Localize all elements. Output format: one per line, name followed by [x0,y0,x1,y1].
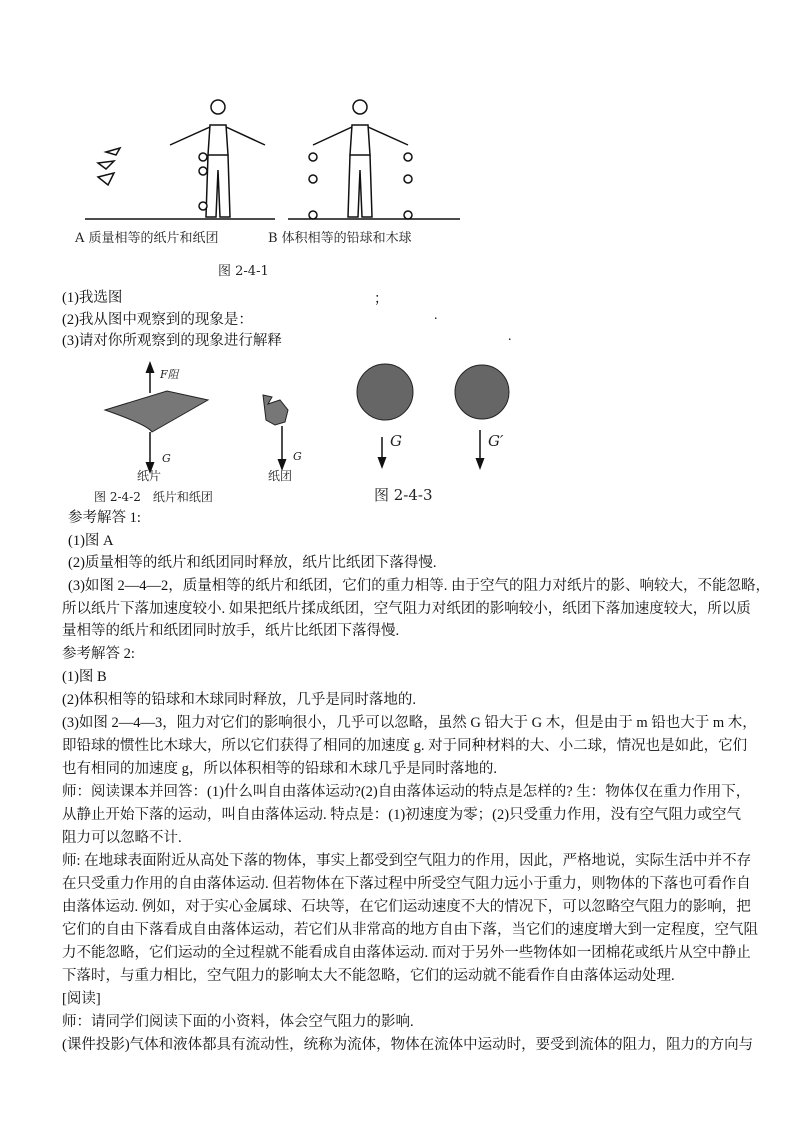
question-3: (3)请对你所观察到的现象进行解释 [62,333,282,349]
answer-1-line: 量相等的纸片和纸团同时放手，纸片比纸团下落得慢. [62,623,400,639]
body-line: 在只受重力作用的自由落体运动. 但若物体在下落过程中所受空气阻力远小于重力，则物体的下落也可看作自 [62,876,751,892]
gravity-label-g-prime: G′ [488,432,504,450]
ball-1 [357,364,413,420]
question-3-end: . [508,329,512,344]
body-line: 下落时，与重力相比，空气阻力的影响太大不能忽略，它们的运动就不能看作自由落体运动处理. [62,968,675,984]
paper-ball-label: 纸团 [268,469,293,483]
answer-1-heading: 参考解答 1: [68,510,141,526]
reading-heading: [阅读] [62,991,101,1007]
figure-a-paper-sheets [98,148,120,185]
answer-1-line: (1)图 A [68,533,114,549]
body-line: 由落体运动. 例如，对于实心金属球、石块等，在它们运动速度不大的情况下，可以忽略空气阻力的影响，把 [62,899,751,915]
body-line: 师: 在地球表面附近从高处下落的物体，事实上都受到空气阻力的作用，因此，严格地说，实际生活中并不存 [62,853,752,869]
paper-ball [263,395,288,425]
question-2: (2)我从图中观察到的现象是： [62,312,253,328]
figure-a-person [170,100,265,217]
figure-2-4-1-title: 图 2-4-1 [218,264,269,279]
question-1-end: ； [374,292,388,307]
answer-1-line: 所以纸片下落加速度较小. 如果把纸片揉成纸团，空气阻力对纸团的影响较小，纸团下落加速度较大，所以质 [62,601,751,617]
gravity-label-ball: G [293,450,302,463]
body-line: 阻力可以忽略不计. [62,830,182,846]
figure-a-caption: A 质量相等的纸片和纸团 [75,231,219,246]
body-line: 从静止开始下落的运动，叫自由落体运动. 特点是：(1)初速度为零；(2)只受重力作用，没有空气阻力或空气 [62,807,742,823]
paper-label: 纸片 [137,469,162,483]
figure-2-4-2-title: 图 2-4-2 纸片和纸团 [94,490,213,504]
gravity-label-paper: G [162,452,171,465]
answer-2-line: (2)体积相等的铅球和木球同时释放，几乎是同时落地的. [62,692,417,708]
question-2-end: . [434,308,438,323]
question-1: (1)我选图 [62,290,123,306]
paper-sheet [105,391,208,432]
ball-2 [455,365,509,419]
answer-2-line: 即铅球的惯性比木球大，所以它们获得了相同的加速度 g. 对于同种材料的大、小二球，情况也是如此，它们 [62,738,748,754]
figure-2-4-1-drawing [70,95,470,225]
answer-2-line: (1)图 B [62,669,107,685]
figure-b-person [313,100,408,217]
body-line: (课件投影)气体和液体都具有流动性，统称为流体，物体在流体中运动时，要受到流体的阻力，阻力的方向与 [62,1037,754,1053]
body-line: 师：请同学们阅读下面的小资料，体会空气阻力的影响. [62,1014,414,1030]
body-line: 师：阅读课本并回答：(1)什么叫自由落体运动?(2)自由落体运动的特点是怎样的? 生：物体仅在重力作用下， [62,784,751,800]
figure-b-caption: B 体积相等的铅球和木球 [268,231,412,246]
body-line: 它们的自由下落看成自由落体运动，若它们从非常高的地方自由下落，当它们的速度增大到一定程度，空气阻 [62,922,758,938]
body-line: 力不能忽略，它们运动的全过程就不能看成自由落体运动. 而对于另外一些物体如一团棉花或纸片从空中静止 [62,945,751,961]
answer-2-heading: 参考解答 2: [62,646,135,662]
gravity-label-g: G [390,432,402,450]
answer-2-line: 也有相同的加速度 g，所以体积相等的铅球和木球几乎是同时落地的. [62,761,497,777]
answer-1-line: (3)如图 2—4—2，质量相等的纸片和纸团，它们的重力相等. 由于空气的阻力对纸片的影、响较大，不能忽略， [68,578,771,594]
air-resistance-label: F阻 [160,368,179,381]
answer-1-line: (2)质量相等的纸片和纸团同时释放，纸片比纸团下落得慢. [68,555,437,571]
figure-2-4-3-title: 图 2-4-3 [374,486,433,504]
answer-2-line: (3)如图 2—4—3，阻力对它们的影响很小，几乎可以忽略，虽然 G 铅大于 G 木，但是由于 m 铅也大于 m 木， [62,715,757,731]
